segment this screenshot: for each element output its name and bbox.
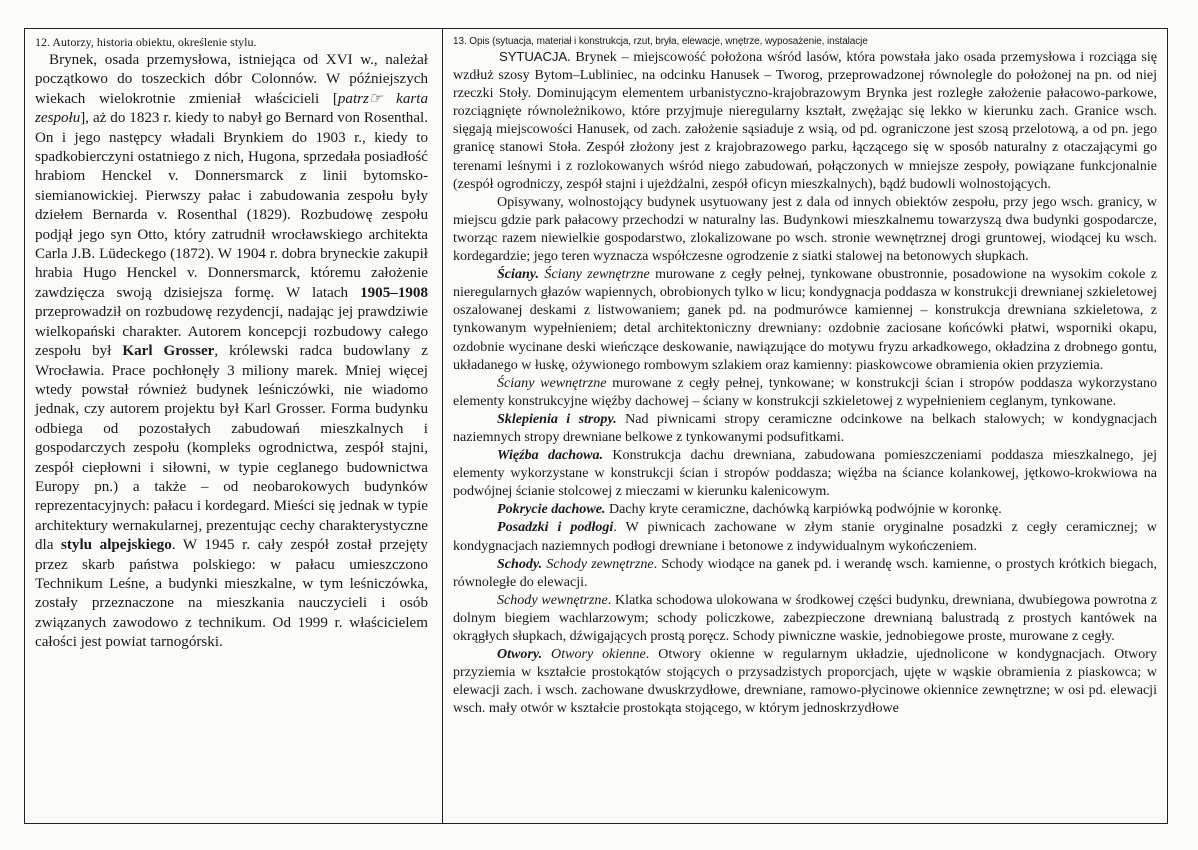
- description-text: [453, 48, 1157, 717]
- floors-label: Posadzki i podłogi: [497, 519, 614, 536]
- truss-label: Więźba dachowa.: [497, 447, 604, 464]
- inner-walls-paragraph: Ściany wewnętrzne murowane z cegły pełnej, tynkowane; w konstrukcji ścian i stropów poddasza wykorzystano elementy konstrukcyjne więźby dachowej – ściany w konstrukcji szkieletowej z wypełnieniem ceglanym, tynkowane.: [453, 374, 1157, 409]
- style-name: stylu alpejskiego: [61, 537, 172, 554]
- history-paragraph: Brynek, osada przemysłowa, istniejąca od XVI w., należał początkowo do toszeckich dóbr Colonnów. W późniejszych wiekach wielokrotnie zmieniał właścicieli [patrz☞ karta zespołu], aż do 1823 r. kiedy to nabył go Bernard von Rosenthal. On i jego następcy władali Brynkiem do 1903 r., kiedy to spadkobierczyni ostatniego z nich, Hugona, sprzedała posiadłość hrabiom Henckel v. Donnersmarck z linii bytomsko-siemianowickiej. Pierwszy pałac i zabudowania zespołu były dziełem Bernarda v. Rosenthal (1829). Rozbudowę zespołu podjął jego syn Otto, który zatrudnił wrocławskiego architekta Carla J.B. Lüdeckego (1872). W 1904 r. dobra bryneckie zakupił hrabia Hugo Henckel v. Donnersmarck, któremu założenie zawdzięcza swoją dzisiejsza formę. W latach 1905–1908 przeprowadził on rozbudowę rezydencji, nadając jej prawdziwie wielkopański charakter. Autorem koncepcji rozbudowy całego zespołu był Karl Grosser, królewski radca budowlany z Wrocławia. Prace pochłonęły 3 miliony marek. Mniej więcej wtedy powstał również budynek leśniczówki, nie wiadomo jednak, czy autorem projektu był Karl Grosser. Forma budynku odbiega od pozostałych zabudowań mieszkalnych i gospodarczych zespołu (kompleks ogrodnictwa, zespół stajni, zespół ciepłowni i siłowni, w typie ceglanego budownictwa Europy pn.) a także – od neobarokowych budynków reprezentacyjnych: pałacu i kordegard. Mieści się jednak w typie architektury wernakularnej, prezentując cechy charakterystyczne dla stylu alpejskiego. W 1945 r. cały zespół został przejęty przez skarb państwa polskiego: w pałacu umieszczono Technikum Leśne, a budynki mieszkalne, w tym leśniczówka, zostały przeznaczone na mieszkania nauczycieli i osób związanych zawodowo z technikum. Od 1999 r. właścicielem całości jest powiat tarnogórski.: [35, 52, 428, 651]
- history-heading: 12. Autorzy, historia obiektu, określenie stylu.: [35, 35, 257, 49]
- walls-label: Ściany.: [497, 266, 540, 283]
- history-column: [25, 29, 443, 823]
- situation-paragraph: SYTUACJA. Brynek – miejscowość położona wśród lasów, która powstała jako osada przemysłowa i rozciąga się wzdłuż szosy Bytom–Lubliniec, na odcinku Hanusek – Tworog, przeprowadzonej równolegle do położonej na pn. od niej rzeczki Stoły. Dominującym elementem urbanistyczno-krajobrazowym Brynka jest rozległe założenie pałacowo-parkowe, rozciągnięte równoleżnikowo, które przyjmuje nieregularny kształt, zwężając się lekko w kierunku zach. Granice wsch. sięgają miejscowości Hanusek, od zach. założenie sąsiaduje z wsią, od pd. ograniczone jest szosą przelotową, a od pn. jego granicę stanowi Stoła. Zespół złożony jest z krajobrazowego parku, łączącego się w sposób naturalny z otaczającymi go terenami leśnymi i z rozlokowanych wśród niego zabudowań, połączonych w mniejsze zespoły, powiązane funkcjonalnie (zespół ogrodniczy, zespół stajni i ujeżdżalni, zespół oficyn mieszkalnych), bądź budowli wolnostojących.: [453, 49, 1157, 192]
- situation-label: SYTUACJA: [499, 49, 568, 64]
- years-highlight: 1905–1908: [360, 284, 428, 301]
- vaults-label: Sklepienia i stropy.: [497, 410, 617, 427]
- stairs-paragraph: Schody. Schody zewnętrzne. Schody wiodące na ganek pd. i werandę wsch. kamienne, o prostych krótkich biegach, równoległe do elewacji.: [453, 555, 1157, 590]
- floors-paragraph: Posadzki i podłogi. W piwnicach zachowane w złym stanie oryginalne posadzki z cegły ceramicznej; w kondygnacjach naziemnych podłogi drewniane i betonowe z indywidualnym wykończeniem.: [453, 519, 1158, 554]
- description-heading: 13. Opis (sytuacja, materiał i konstrukcja, rzut, bryła, elewacje, wnętrze, wyposażenie, instalacje: [453, 36, 868, 47]
- inner-stairs-paragraph: Schody wewnętrzne. Klatka schodowa ulokowana w środkowej części budynku, drewniana, dwubiegowa powrotna z dolnym biegiem wachlarzowym; schody policzkowe, zabezpieczone drewnianą balustradą z prostych kantówek na okrągłych słupkach, dźwigających prostą poręcz. Schody piwniczne waskie, jednobiegowe proste, murowane z cegły.: [453, 591, 1157, 644]
- vaults-paragraph: Sklepienia i stropy. Nad piwnicami stropy ceramiczne odcinkowe na belkach stalowych; w kondygnacjach naziemnych stropy drewniane belkowe z tynkowanymi podsufitkami.: [453, 410, 1157, 445]
- stairs-label: Schody.: [497, 555, 543, 572]
- cross-reference: patrz☞ karta zespołu: [35, 90, 428, 127]
- roof-label: Pokrycie dachowe.: [497, 501, 606, 518]
- history-text: [35, 51, 428, 653]
- inner-stairs-label: Schody wewnętrzne: [497, 591, 608, 608]
- openings-label: Otwory.: [497, 646, 543, 663]
- inner-walls-label: Ściany wewnętrzne: [497, 374, 607, 391]
- openings-paragraph: Otwory. Otwory okienne. Otwory okienne w regularnym układzie, ujednolicone w kondygnacjach. Otwory przyziemia w kształcie prostokątów stojących o przysadzistych proporcjach, ujęte w wąskie obramienia z piaskowca; w elewacji zach. i wsch. zachowane dwuskrzydłowe, drewniane, ramowo-płycinowe okiennice zewnętrzne; w osi pd. elewacji wsch. mały otwór w kształcie prostokąta stojącego, w którym jednoskrzydłowe: [453, 646, 1157, 717]
- author-name: Karl Grosser: [122, 343, 215, 360]
- roof-paragraph: Pokrycie dachowe. Dachy kryte ceramiczne, dachówką karpiówką podwójnie w koronkę.: [497, 501, 1002, 518]
- description-column: [443, 29, 1167, 823]
- walls-paragraph: Ściany. Ściany zewnętrzne murowane z cegły pełnej, tynkowane obustronnie, posadowione na wysokim cokole z nieregularnych głazów wapiennych, obrobionych tylko w licu; kondygnacja poddasza w konstrukcji drewnianej szkieletowej oszalowanej deskami z listwowaniem; ganek pd. na podmurówce kamiennej – konstrukcja drewniana szkieletowa, z tynkowanym wypełnieniem; detal architektoniczny drewniany: ozdobnie zaciosane końcówki płatwi, wsporniki okapu, ozdobnie wycinane deski wieńczące deskowanie, nawiązujące do motywu fryzu arkadkowego, okładzina z drobnego gontu, układanego w łuskę, ożywionego rombowym szlakiem oraz kamienny: piaskowcowe obramienia okien przyziemia.: [453, 266, 1157, 373]
- document-page: [24, 28, 1168, 824]
- truss-paragraph: Więźba dachowa. Konstrukcja dachu drewniana, zabudowana pomieszczeniami poddasza mieszkalnego, jej elementy wykorzystane w konstrukcji ścian i stropów poddasza; więźba na ściance kolankowej, jętkowo-krokwiowa na podwójnej ścianie stolcowej z mieczami w kierunku kalenicowym.: [453, 447, 1158, 500]
- building-paragraph: Opisywany, wolnostojący budynek usytuowany jest z dala od innych obiektów zespołu, przy jego wsch. granicy, w miejscu gdzie park pałacowy przechodzi w naturalny las. Budynkowi mieszkalnemu towarzyszą dwa budynki gospodarcze, tworząc razem niewielkie gospodarstwo, zlokalizowane po wsch. stronie wewnętrznej drogi gruntowej, wiodącej ku wsch. kordegardzie; jego teren wyznacza współczesne ogrodzenie z siatki stalowej na betonowych słupkach.: [453, 193, 1157, 265]
